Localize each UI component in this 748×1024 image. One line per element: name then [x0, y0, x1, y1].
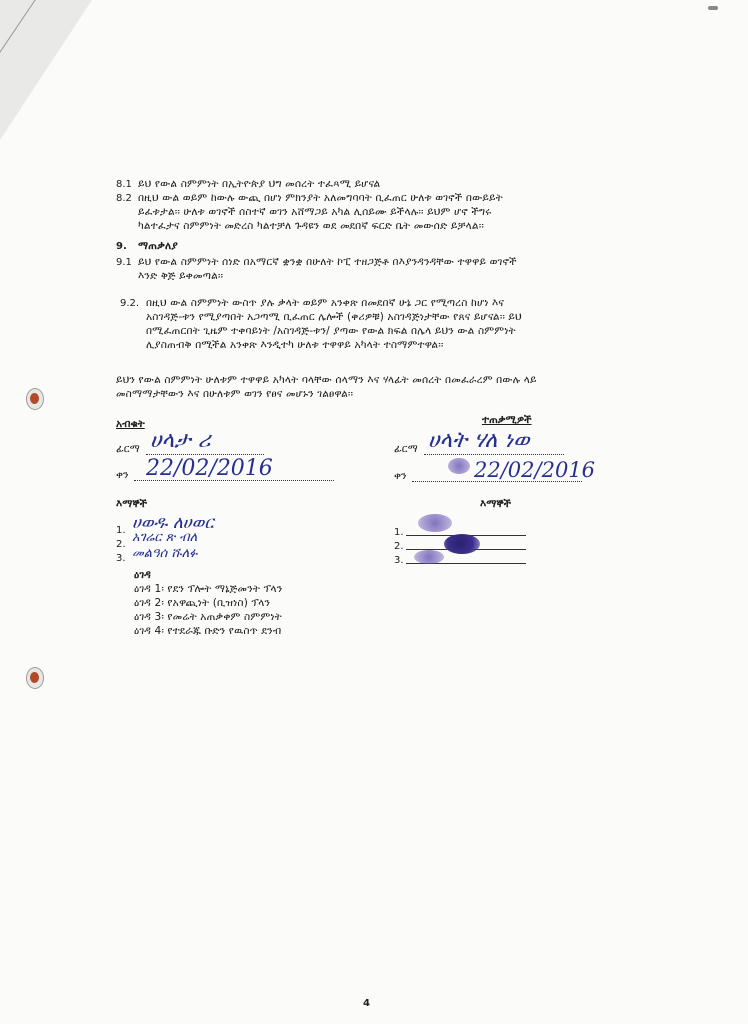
- punch-hole: [26, 388, 44, 410]
- clause-text: ሊያስጠብቅ በሚችል አንቀጽ እንዲተካ ሁለቱ ተዋዋይ አካላት ተስማምተዋል፡፡: [146, 339, 444, 351]
- handwritten-signature: ሀላታ ሪ: [150, 428, 211, 453]
- witness-number: 2.: [394, 541, 404, 552]
- handwritten-signature: ሀላት ሃለ ነወ: [428, 428, 530, 453]
- witness-number: 3.: [394, 555, 404, 566]
- date-label: ቀን: [116, 469, 129, 481]
- witness-label: እማኞች: [116, 498, 148, 510]
- ink-stamp: [444, 534, 480, 554]
- attachment-item: ዕገዳ 3፡ የመሬት አጠቃቀም ስምምነት: [134, 611, 282, 623]
- clause-text: በሚፈጠርበት ጊዜም ተቀባይነት /አስገዳጅ-ቱን/ ያጣው የውል ክፍል በሌላ ይህን ውል ስምምነት: [146, 325, 516, 337]
- handwritten-date: 22/02/2016: [474, 458, 596, 482]
- witness-number: 2.: [116, 539, 126, 550]
- witness-signature: አገሬር ጽ ብለ: [132, 530, 198, 545]
- clause-number: 8.1: [116, 179, 132, 190]
- closing-text: መስማማታቸውን እና በሁለቱም ወገን የፀና መሆኑን ገልፀዋል፡፡: [116, 388, 354, 400]
- handwritten-date: 22/02/2016: [146, 456, 273, 481]
- attachment-item: ዕገዳ 4፡ የተደራጁ ቡድን የዉስጥ ደንብ: [134, 625, 282, 637]
- witness-number: 1.: [116, 525, 126, 536]
- clause-text: በዚህ ውል ወይም ከውሉ ውጪ በሆነ ምክንያት አለመግባባት ቢፈጠር ሁለቱ ወገኖች በውይይት: [138, 192, 503, 204]
- signature-line: [424, 453, 564, 455]
- party-title-right: ተጠቃሚዎች: [482, 414, 532, 426]
- folded-corner: [0, 0, 92, 140]
- party-title-left: አብቁት: [116, 418, 145, 430]
- witness-signature: መልዓሰ ሹለፉ: [132, 546, 198, 561]
- ink-stamp: [418, 514, 452, 532]
- ink-stamp: [414, 550, 444, 564]
- witness-number: 1.: [394, 527, 404, 538]
- page-number: 4: [363, 998, 370, 1009]
- signature-line: [146, 453, 264, 455]
- clause-number: 8.2: [116, 193, 132, 204]
- attachment-item: ዕገዳ 2፡ የአዋጪነት (ቢዝነስ) ፕላን: [134, 597, 271, 609]
- clause-text: አስገዳጅ-ቱን የሚያጣበት አጋጣሚ ቢፈጠር ሌሎች (ቀሪዎቹ) አስገዳጅነታቸው የጸና ይሆናል፡፡ ይህ: [146, 311, 522, 323]
- clause-text: ይህ የውል ስምምነት ሰነድ በአማርኛ ቋንቋ በሁለት ኮፒ ተዘጋጅቶ በእያንዳንዳቸው ተዋዋይ ወገኖች: [138, 256, 517, 268]
- closing-text: ይህን የውል ስምምነት ሁለቱም ተዋዋይ አካላት ባላቸው ሰላማን እና ሃላፊት መሰረት በመፈራረም በውሉ ላይ: [116, 374, 537, 386]
- witness-signature: ሀወዱ ለሀወር: [132, 513, 214, 533]
- ink-stamp: [448, 458, 470, 474]
- signature-label: ፊርማ: [116, 443, 140, 455]
- attachments-title: ዕገዳ: [134, 569, 152, 581]
- attachment-item: ዕገዳ 1፡ የደን ፕሎት ማኔጅመንት ፕላን: [134, 583, 283, 595]
- date-label: ቀን: [394, 470, 407, 482]
- witness-number: 3.: [116, 553, 126, 564]
- clause-text: ይህ የውል ስምምነት በኢትዮጵያ ህግ መሰረት ተፈጻሚ ይሆናል: [138, 178, 381, 190]
- clause-text: በዚህ ውል ስምምነት ውስጥ ያሉ ቃላት ወይም አንቀጽ በመደበኛ ሁኔ ጋር የሚጣረስ ከሆነ እና: [146, 297, 505, 309]
- clause-text: ካልተፈታና ስምምነት መድረስ ካልተቻለ ጉዳዩን ወደ መደበኛ ፍርድ ቤት መውሰድ ይቻላል፡፡: [138, 220, 484, 232]
- punch-hole: [26, 667, 44, 689]
- clause-text: እንድ ቅጅ ይቀመጣል፡፡: [138, 270, 224, 282]
- witness-label: እማኞች: [480, 498, 512, 510]
- section-title: ማጠቃለያ: [138, 240, 178, 252]
- clause-text: ይፈቱታል፡፡ ሁለቱ ወገኖች ሰስተኛ ወገን አሸማጋይ አካል ሊሰይሙ ይችላሉ፡፡ ይህም ሆኖ ችግሩ: [138, 206, 492, 218]
- signature-label: ፊርማ: [394, 443, 418, 455]
- clause-number: 9.2.: [120, 298, 140, 309]
- paper-mark: [708, 6, 718, 10]
- section-number: 9.: [116, 241, 127, 252]
- clause-number: 9.1: [116, 257, 132, 268]
